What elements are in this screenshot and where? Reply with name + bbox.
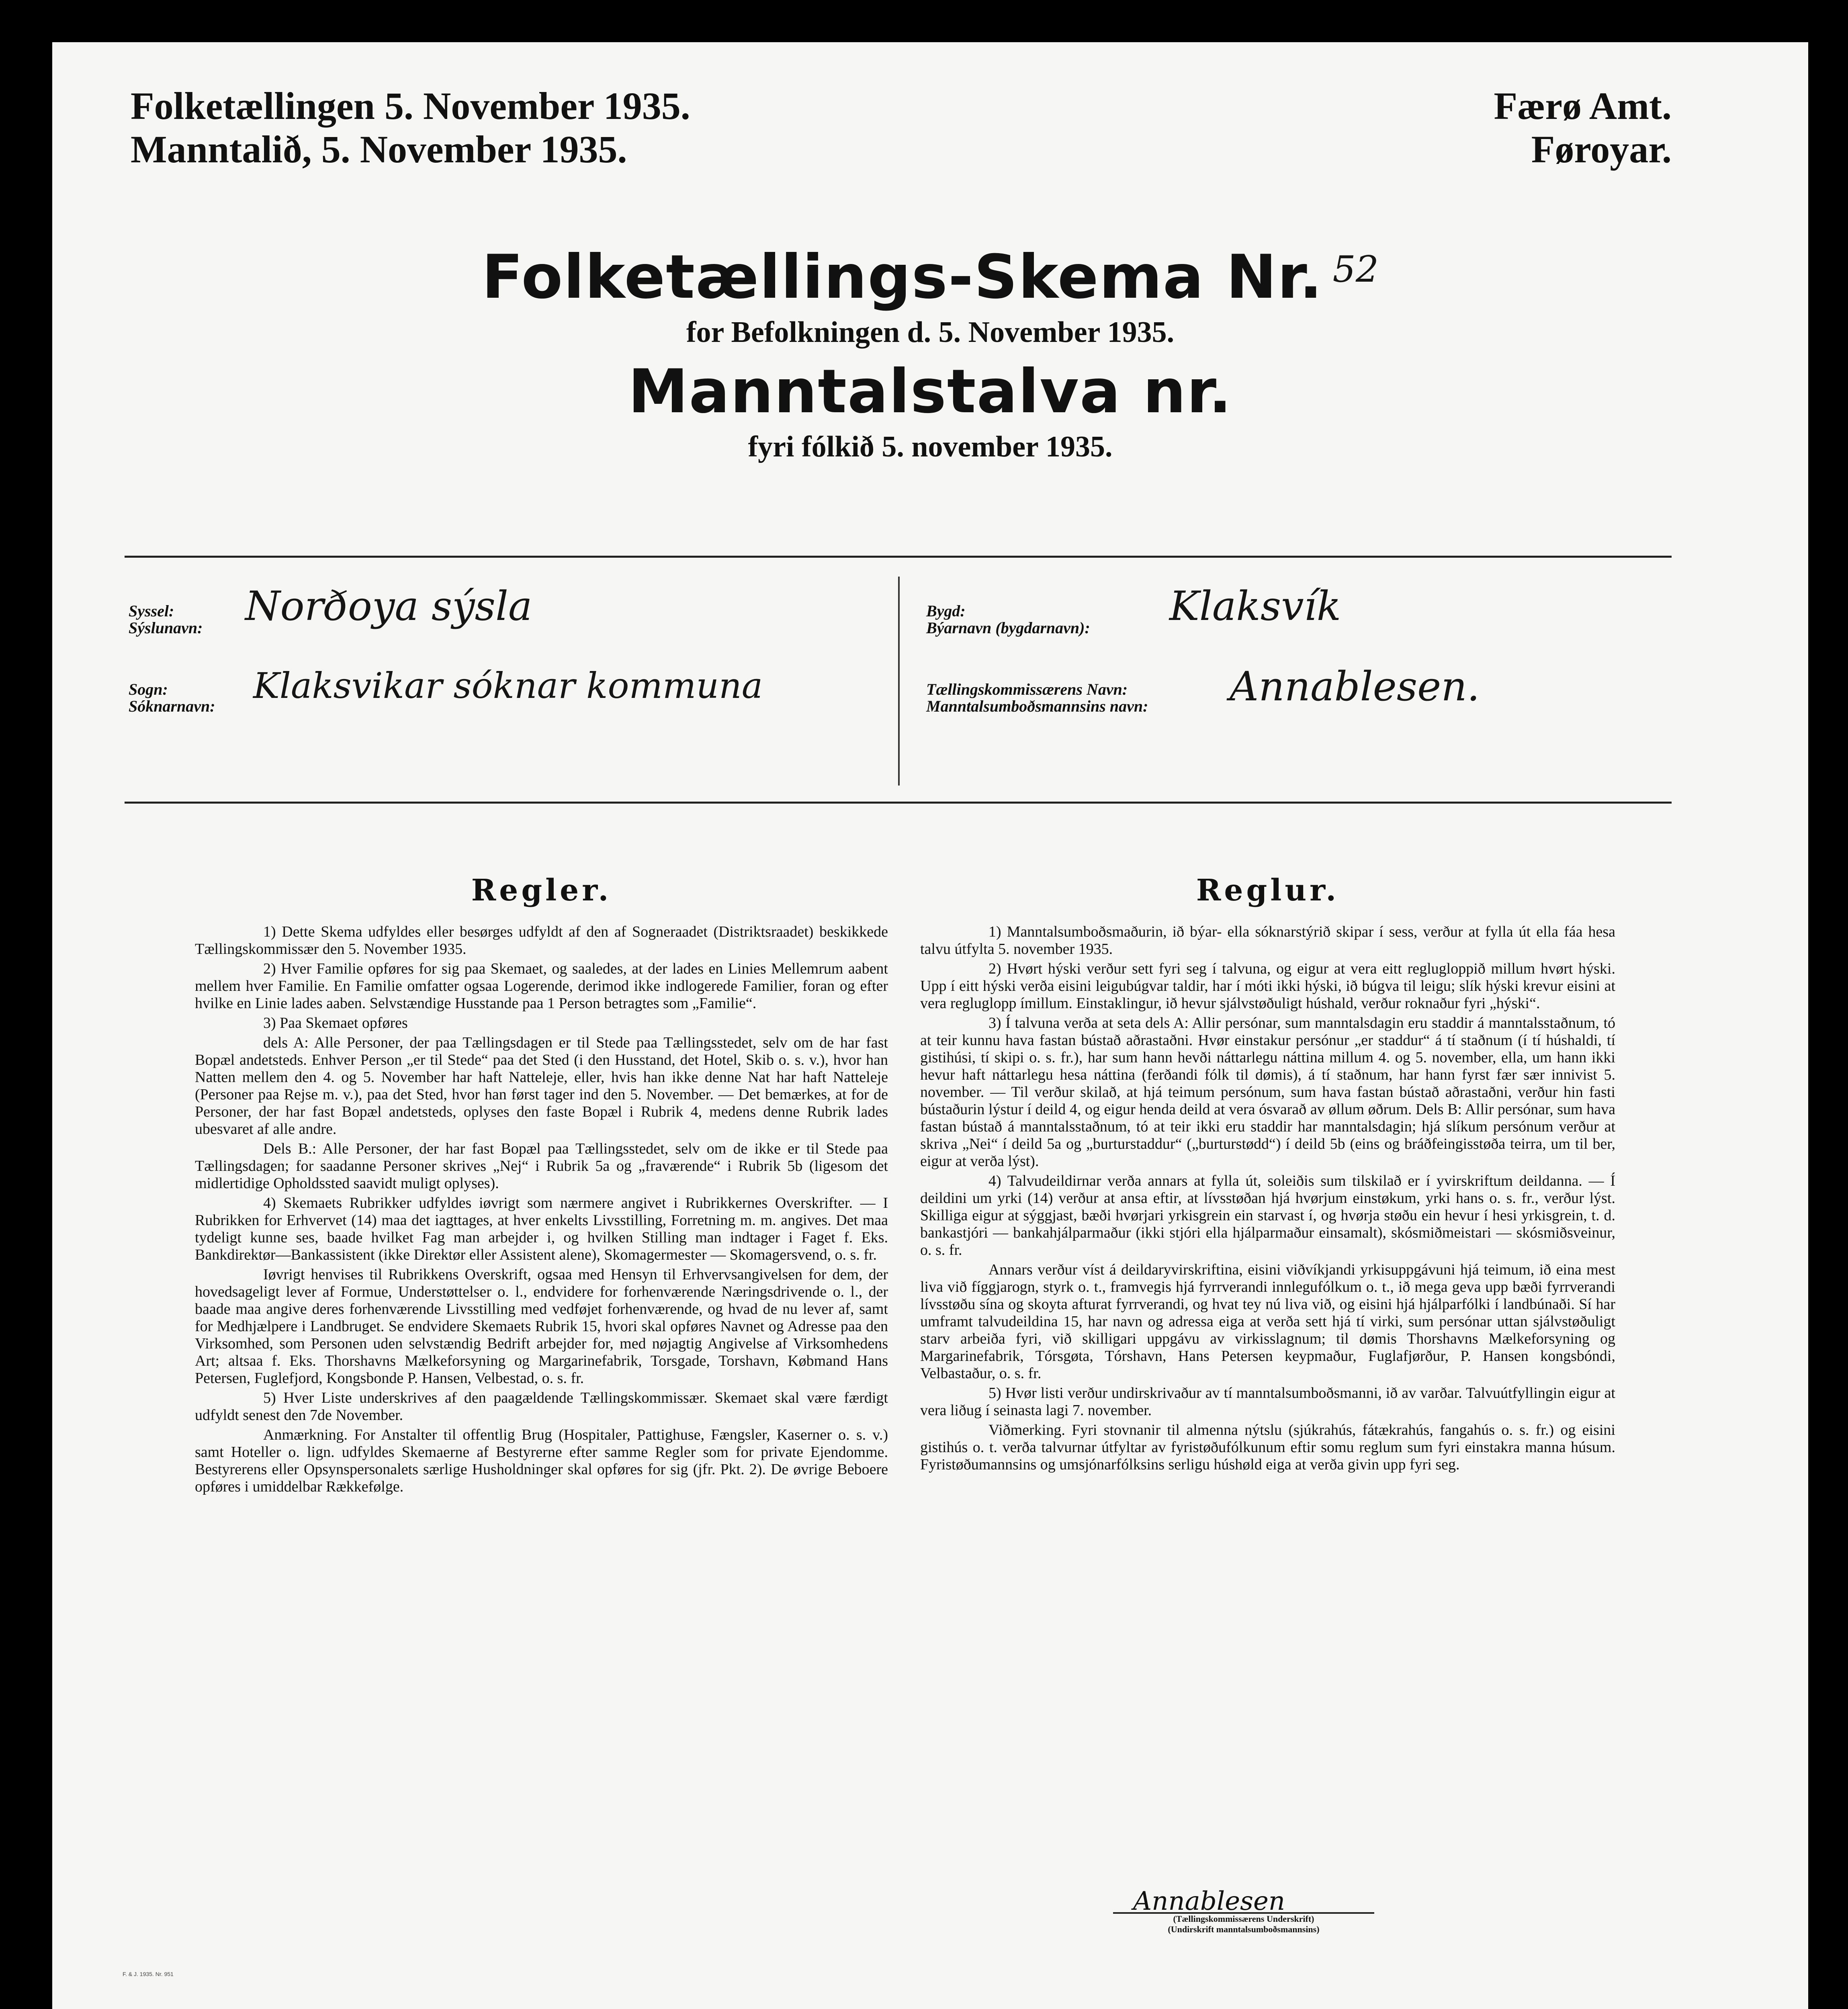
sogn-label: Sogn: Sóknarnavn: xyxy=(129,680,215,715)
signature-handwritten: Annablesen xyxy=(1133,1886,1285,1916)
rules-danish xyxy=(195,873,888,1498)
rules-danish-paragraph: 1) Dette Skema udfyldes eller besørges udfyldt af den af Sogneraadet (Distriktsraadet) beskikkede Tællingskommissær den 5. November 1935. xyxy=(195,923,888,957)
bygd-label: Bygd: Býarnavn (bygdarnavn): xyxy=(926,602,1090,637)
header-right-line2: Føroyar. xyxy=(1531,128,1672,171)
rules-danish-paragraph: 5) Hver Liste underskrives af den paagældende Tællingskommissær. Skemaet skal være færdigt udfyldt senest den 7de November. xyxy=(195,1389,888,1424)
rules-faroese-paragraph: 4) Talvudeildirnar verða annars at fylla út, soleiðis sum tilskilað er í yvirskriftum deildanna. — Í deildini um yrki (14) verður at ansa eftir, at lívsstøðan hjá hvørjum einstøkum, yrki hans o. s. fr., verður lýst. Skilliga eigur at sýggjast, bæði hvørjari yrkisgrein ein starvast í, og hvørja støðu ein hevur í hesi yrkisgrein, t. d. bankastjóri — bankahjálparmaður (ikki stjóri ella hjálparmaður einsamalt), skósmiðmeistari — skósmiðsveinur, o. s. fr. xyxy=(920,1172,1615,1258)
form-subtitle: for Befolkningen d. 5. November 1935. xyxy=(686,316,1175,349)
rules-faroese-paragraph: 2) Hvørt hýski verður sett fyri seg í talvuna, og eigur at vera eitt reglugloppið millum hvørt hýski. Upp í eitt hýski verða eisini leigubúgvar taldir, har í móti ikki hýski, ið búgva til leigu; slík hýski krevur eisini at vera regluglopp ímillum. Einstaklingur, ið hevur sjálvstøðuligt húshald, verður roknaður fyri „hýski“. xyxy=(920,960,1615,1012)
rules-faroese-paragraph: 5) Hvør listi verður undirskrivaður av tí manntalsumboðsmanni, ið av varðar. Talvuútfyllingin eigur at vera liðug í seinasta lagi 7. november. xyxy=(920,1385,1615,1419)
form-number-handwritten: 52 xyxy=(1332,248,1379,291)
rules-faroese-paragraph: Annars verður víst á deildaryvirskriftina, eisini viðvíkjandi yrkisuppgávuni hjá teimum, ið eina mest liva við fíggjarogn, styrk o. t., framvegis hjá fyrrverandi innlegufólkum o. t., ið mega geva upp bæði fyrrverandi lívsstøðu sína og skoyta afturat fyrrverandi, og hvat tey nú liva við, og eisini hjá hjálparfólki í landbúnaði. Sí har umframt talvudeildina 15, har navn og adressa eiga at verða sett hjá tí virki, sum persónar uttan sjálvstøðuligt starv arbeiða fyri, við skilligari uppgávu av virkisslagnum; til dømis Thorshavns Mælkeforsyning og Margarinefabrik, Tórsgøta, Tórshavn, Hans Petersen keypmaður, Fuglafjørður, P. Hansen kongsbóndi, Velbastaður, o. s. fr. xyxy=(920,1261,1615,1382)
syssel-value: Norðoya sýsla xyxy=(245,583,532,630)
form-subtitle-faroese: fyri fólkið 5. november 1935. xyxy=(748,430,1113,463)
census-form-sheet xyxy=(52,42,1808,2009)
bygd-value: Klaksvík xyxy=(1169,583,1341,630)
rules-danish-heading: Regler. xyxy=(471,873,612,908)
header-left-line1: Folketællingen 5. November 1935. xyxy=(131,84,690,127)
signature-caption-2: (Undirskrift manntalsumboðsmannsins) xyxy=(1168,1924,1320,1934)
rules-faroese-paragraph: 3) Í talvuna verða at seta dels A: Allir persónar, sum manntalsdagin eru staddir á manntalsstaðnum, tó at teir kunnu hava fastan bústað aðrastaðni. Hvør einstakur persónur „er staddur“ á tí staðnum (í tí húshaldi, tí gistihúsi, tí skipi o. s. fr.), har sum hann hevði náttarlegu náttina millum 4. og 5. november, ella, um hann ikki hevur haft náttarlegu hesa náttina (ferðandi fólk til dømis), á tí staðnum, har hann fyrst fær sær innivist 5. november. — Til verður skilað, at hjá teimum persónum, sum hava fastan bústað aðrastaðni, verður hin fasti bústaðurin lýstur í deild 4, og eigur henda deild at vera ósvarað av øllum øðrum. Dels B: Allir persónar, sum hava fastan bústað á manntalsstaðnum, tó at teir ikki eru staddir har manntalsdagin; hjá slíkum persónum verður at skriva „Nei“ í deild 5a og „burturstaddur“ („burturstødd“) í deild 5b (eins og bráðfeingisstøða teirra, um til ber, eigur at verða lýst). xyxy=(920,1015,1615,1170)
rules-faroese xyxy=(920,873,1615,1476)
rules-danish-paragraph: 2) Hver Familie opføres for sig paa Skemaet, og saaledes, at der lades en Linies Mellemrum aabent mellem hver Familie. En Familie omfatter ogsaa Logerende, derimod ikke indlogerede Familier, foran og efter hvilke en Linie lades aaben. Selvstændige Husstande paa 1 Person betragtes som „Familie“. xyxy=(195,960,888,1012)
header-left xyxy=(131,84,690,171)
rules-danish-paragraph: 4) Skemaets Rubrikker udfyldes iøvrigt som nærmere angivet i Rubrikkernes Overskrifter. — I Rubrikken for Erhvervet (14) maa det iagttages, at hver enkelts Livsstilling, Forretning m. m. angives. Det maa tydeligt kunne ses, baade hvilket Fag man arbejder i, og hvilken Stilling man indtager i Faget f. Eks. Bankdirektør—Bankassistent (ikke Direktør eller Assistent alene), Skomagermester — Skomagersvend, o. s. fr. xyxy=(195,1195,888,1263)
kommissaer-value: Annablesen. xyxy=(1230,663,1480,710)
rules-danish-paragraph: Anmærkning. For Anstalter til offentlig Brug (Hospitaler, Pattighuse, Fængsler, Kaserner o. s. v.) samt Hoteller o. lign. udfyldes Skemaerne af Bestyrerne efter samme Regler som for private Ejendomme. Bestyrerens eller Opsynspersonalets særlige Husholdninger skal opføres for sig (jfr. Pkt. 2). De øvrige Beboere opføres i umiddelbar Rækkefølge. xyxy=(195,1426,888,1495)
syssel-label: Syssel: Sýslunavn: xyxy=(129,602,203,637)
kommissaer-label: Tællingskommissærens Navn: Manntalsumboðsmannsins navn: xyxy=(926,680,1148,715)
rules-faroese-paragraph: Viðmerking. Fyri stovnanir til almenna nýtslu (sjúkrahús, fátækrahús, fangahús o. s. fr.) og eisini gistihús o. t. verða talvurnar útfyltar av fyristøðufólkunum eftir somu reglum sum fyri einstakra manna húsum. Fyristøðumannsins og umsjónarfólksins serligu húshøld eiga at verða givin upp fyri seg. xyxy=(920,1422,1615,1473)
rules-danish-paragraph: 3) Paa Skemaet opføres xyxy=(263,1015,408,1031)
header-right xyxy=(1494,84,1672,171)
signature-block xyxy=(1113,1886,1435,1935)
printer-mark: F. & J. 1935. Nr. 951 xyxy=(123,1971,174,1977)
rules-faroese-heading: Reglur. xyxy=(1196,873,1340,908)
form-title-faroese: Manntalstalva nr. xyxy=(628,357,1232,427)
divider-vertical xyxy=(898,577,900,786)
rules-faroese-paragraph: 1) Manntalsumboðsmaðurin, ið býar- ella sóknarstýrið skipar í sess, verður at fylla út ella fáa hesa talvu útfylta 5. november 1935. xyxy=(920,923,1615,957)
rules-danish-paragraph: Iøvrigt henvises til Rubrikkens Overskrift, ogsaa med Hensyn til Erhvervsangivelsen for dem, der hovedsageligt lever af Formue, Understøttelser o. l., endvidere for forhenværende Næringsdrivende o. l., der baade maa angive deres forhenværende Livsstilling med vedføjet forhenværende, og hvad de nu lever af, samt for Medhjælpere i Landbruget. Se endvidere Skemaets Rubrik 15, hvori skal opføres Navnet og Adresse paa den Virksomhed, som Personen uden selvstændig Bedrift arbejder for, med nøjagtig Angivelse af Virksomhedens Art; altsaa f. Eks. Thorshavns Mælkeforsyning og Margarinefabrik, Torsgade, Torshavn, Købmand Hans Petersen, Fuglefjord, Kongsbonde P. Hansen, Velbestad, o. s. fr. xyxy=(195,1266,888,1387)
rules-danish-paragraph: dels A: Alle Personer, der paa Tællingsdagen er til Stede paa Tællingsstedet, selv om de har fast Bopæl andetsteds. Enhver Person „er til Stede“ paa det Sted (i den Husstand, det Hotel, Skib o. s. v.), hvor han Natten mellem den 4. og 5. November har haft Natteleje, eller, hvis han ikke denne Nat har haft Natteleje (Personer paa Rejse m. v.), paa det Sted, hvor han først tager ind den 5. November. — Det bemærkes, at for de Personer, der har fast Bopæl andetsteds, oplyses den faste Bopæl i Rubrik 4, medens denne Rubrik lades ubesvaret af alle andre. xyxy=(195,1034,888,1137)
rules-danish-paragraph: Dels B.: Alle Personer, der har fast Bopæl paa Tællingsstedet, selv om de ikke er til Stede paa Tællingsdagen; for saadanne Personer skrives „Nej“ i Rubrik 5a og „fraværende“ i Rubrik 5b (ligesom det midlertidige Opholdssted saavidt muligt oplyses). xyxy=(195,1140,888,1192)
sogn-value: Klaksvikar sóknar kommuna xyxy=(253,665,763,706)
signature-caption-1: (Tællingskommissærens Underskrift) xyxy=(1173,1914,1314,1924)
divider-top xyxy=(125,556,1672,558)
title-block xyxy=(52,243,1808,464)
header-right-line1: Færø Amt. xyxy=(1494,84,1672,127)
divider-bottom xyxy=(125,802,1672,804)
form-title: Folketællings-Skema Nr. xyxy=(481,242,1323,312)
header-left-line2: Manntalið, 5. November 1935. xyxy=(131,128,627,171)
